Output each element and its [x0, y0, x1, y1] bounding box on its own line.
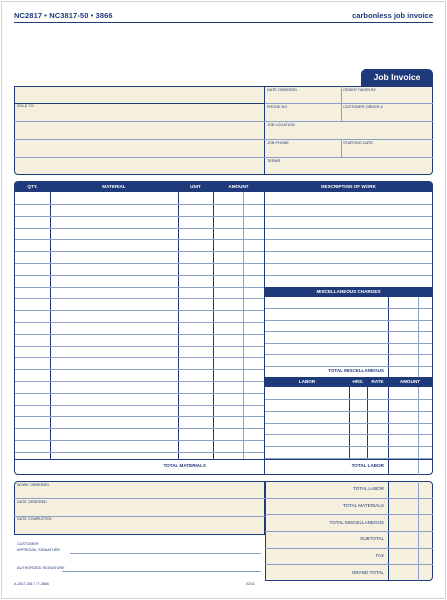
divider: [264, 181, 265, 475]
main-table-block: [14, 181, 433, 475]
date-completed-label: DATE COMPLETED: [17, 517, 52, 521]
authorized-signature-label: AUTHORIZED SIGNATURE: [17, 566, 65, 570]
authorized-signature-line: [62, 571, 261, 572]
job-phone-label: JOB PHONE: [267, 141, 289, 145]
product-name: carbonless job invoice: [352, 11, 433, 20]
unit-header: UNIT: [178, 182, 213, 192]
table-row-line: [15, 216, 264, 217]
terms-label: TERMS: [267, 159, 281, 163]
misc-row-line: [265, 354, 432, 355]
work-status-block: [14, 481, 265, 535]
footer-code: A-2817-3817 / T-3866: [14, 582, 49, 586]
description-row-line: [265, 275, 432, 276]
labor-row-line: [265, 446, 432, 447]
date-ordered-bottom-label: DATE ORDERED: [17, 500, 47, 504]
page-title: Job Invoice: [361, 69, 433, 86]
work-ordered-label: WORK ORDERED: [17, 483, 49, 487]
table-row-line: [15, 369, 264, 370]
divider: [264, 86, 265, 175]
description-row-line: [265, 204, 432, 205]
table-row-line: [15, 204, 264, 205]
divider: [50, 182, 51, 459]
customer-signature-label-2: APPROVAL SIGNATURE: [17, 548, 60, 552]
customer-signature-line: [70, 553, 261, 554]
ruled-line: [265, 157, 433, 158]
description-row-line: [265, 251, 432, 252]
table-row-line: [15, 251, 264, 252]
order-taken-by-label: ORDER TAKEN BY: [343, 88, 377, 92]
sold-to-label: SOLD TO: [17, 104, 34, 108]
summary-label: SUBTOTAL: [360, 536, 384, 541]
description-row-line: [265, 263, 432, 264]
labor-header: LABOR: [265, 377, 349, 387]
total-misc-label: TOTAL MISCELLANEOUS: [328, 368, 384, 373]
labor-row-line: [265, 423, 432, 424]
date-ordered-label: DATE ORDERED: [267, 88, 297, 92]
misc-row-line: [265, 320, 432, 321]
ruled-line: [265, 103, 433, 104]
summary-label: TAX: [375, 553, 384, 558]
divider: [178, 182, 179, 459]
ruled-line: [14, 121, 265, 122]
table-row-line: [15, 239, 264, 240]
table-row-line: [15, 346, 264, 347]
customer-order-label: CUSTOMER ORDER #: [343, 105, 383, 109]
hrs-header: HRS.: [349, 377, 367, 387]
misc-charges-header: MISCELLANEOUS CHARGES: [265, 287, 432, 297]
misc-row-line: [265, 366, 432, 367]
table-row-line: [15, 310, 264, 311]
description-row-line: [265, 228, 432, 229]
table-row-line: [15, 334, 264, 335]
divider: [388, 377, 389, 475]
divider: [213, 182, 214, 459]
total-materials-label: TOTAL MATERIALS: [163, 463, 206, 468]
table-row-line: [15, 298, 264, 299]
table-row-line: [15, 405, 264, 406]
amount-header: AMOUNT: [213, 182, 264, 192]
table-row-line: [15, 275, 264, 276]
table-row-line: [15, 322, 264, 323]
summary-row-line: [265, 564, 433, 565]
table-row-line: [15, 428, 264, 429]
table-row-line: [15, 381, 264, 382]
table-row-line: [15, 287, 264, 288]
ruled-line: [265, 139, 433, 140]
divider: [418, 297, 419, 377]
summary-row-line: [265, 548, 433, 549]
divider: [14, 459, 265, 460]
job-location-label: JOB LOCATION: [267, 123, 295, 127]
labor-amount-header: AMOUNT: [388, 377, 432, 387]
material-header: MATERIAL: [50, 182, 178, 192]
starting-date-label: STARTING DATE: [343, 141, 373, 145]
misc-row-line: [265, 331, 432, 332]
ruled-line: [14, 498, 265, 499]
divider: [341, 86, 342, 121]
divider: [265, 459, 433, 460]
table-row-line: [15, 357, 264, 358]
qty-header: QTY.: [15, 182, 50, 192]
ruled-line: [14, 139, 265, 140]
divider: [388, 297, 389, 377]
summary-row-line: [265, 531, 433, 532]
labor-row-line: [265, 399, 432, 400]
summary-row-line: [265, 514, 433, 515]
summary-label: TOTAL MATERIALS: [342, 503, 384, 508]
divider: [14, 103, 265, 104]
summary-label: GRAND TOTAL: [351, 570, 384, 575]
divider: [418, 387, 419, 475]
table-row-line: [15, 263, 264, 264]
labor-row-line: [265, 434, 432, 435]
description-row-line: [265, 216, 432, 217]
summary-row-line: [265, 498, 433, 499]
divider: [341, 139, 342, 157]
footer-date: 02/11: [246, 582, 255, 586]
customer-info-block: [14, 86, 433, 175]
summary-label: TOTAL LABOR: [352, 486, 384, 491]
ruled-line: [265, 121, 433, 122]
form-numbers: NC2817 • NC3817-50 • 3866: [14, 11, 113, 20]
description-row-line: [265, 239, 432, 240]
customer-signature-label-1: CUSTOMER: [17, 542, 39, 546]
table-row-line: [15, 393, 264, 394]
summary-label: TOTAL MISCELLANEOUS: [329, 520, 384, 525]
table-row-line: [15, 452, 264, 453]
table-row-line: [15, 416, 264, 417]
ruled-line: [14, 157, 265, 158]
phone-no-label: PHONE NO.: [267, 105, 289, 109]
table-row-line: [15, 440, 264, 441]
table-row-line: [15, 228, 264, 229]
misc-row-line: [265, 343, 432, 344]
misc-row-line: [265, 308, 432, 309]
description-header: DESCRIPTION OF WORK: [265, 182, 432, 192]
labor-row-line: [265, 411, 432, 412]
divider: [243, 192, 244, 459]
rate-header: RATE: [367, 377, 388, 387]
header-rule: [14, 22, 433, 23]
total-labor-label: TOTAL LABOR: [351, 463, 384, 468]
